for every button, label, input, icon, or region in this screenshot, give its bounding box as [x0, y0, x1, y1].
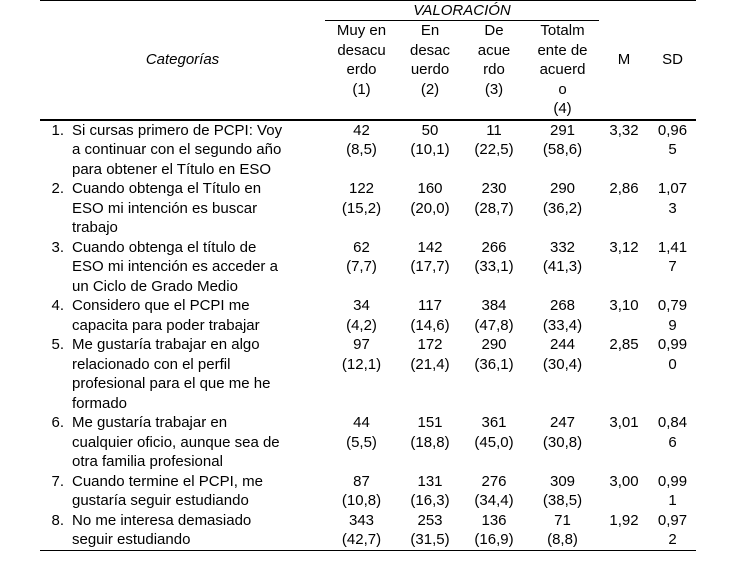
value-cell-v4 [526, 472, 599, 511]
item-text-line: No me interesa demasiado [72, 511, 252, 529]
value-cell-v1-line: 44 [353, 414, 370, 431]
item-text [72, 335, 325, 413]
value-cell-v2-line: 142 [417, 238, 443, 256]
value-cell-v4 [526, 179, 599, 238]
header-line: ente de [537, 41, 588, 59]
sd-cell-line: 0,99 [657, 336, 688, 353]
value-cell-v1-line: (12,1) [341, 355, 382, 373]
value-cell-v4 [526, 120, 599, 180]
value-cell-v2-line: (17,7) [410, 258, 450, 275]
sd-cell [649, 472, 696, 511]
table-row [40, 179, 696, 238]
value-cell-v1 [325, 238, 398, 297]
sd-cell-line: 1 [668, 492, 677, 509]
mean-cell: 2,86 [609, 180, 639, 197]
header-line: De [484, 22, 504, 39]
header-line: Totalm [540, 22, 585, 39]
sd-cell-line: 0,79 [657, 297, 688, 314]
value-cell-v4 [526, 335, 599, 413]
value-cell-v2-line: 50 [421, 121, 439, 139]
item-text-line: Cuando obtenga el Título en [72, 180, 262, 197]
value-cell-v2 [398, 179, 462, 238]
value-cell-v3-line: (16,9) [474, 531, 514, 548]
valoracion-col-header-2 [398, 21, 462, 120]
table-row [40, 413, 696, 472]
header-line: (1) [352, 80, 371, 98]
value-cell-v2-line: (14,6) [410, 316, 450, 334]
value-cell-v1-line: 42 [353, 121, 370, 139]
value-cell-v1-line: 87 [353, 472, 370, 490]
sd-cell [649, 179, 696, 238]
value-cell-v3 [462, 238, 526, 297]
category-cell [40, 120, 325, 180]
value-cell-v2 [398, 472, 462, 511]
item-number: 7. [51, 472, 64, 490]
value-cell-v4-line: (8,8) [547, 531, 578, 548]
item-text-line: a continuar con el segundo año [72, 141, 282, 158]
table-row [40, 335, 696, 413]
value-cell-v1 [325, 472, 398, 511]
value-cell-v2-line: 117 [418, 297, 442, 314]
value-cell-v3-line: (47,8) [474, 316, 514, 334]
value-cell-v3-line: 384 [481, 297, 507, 314]
sd-cell-line: 0,99 [657, 472, 688, 490]
sd-cell [649, 238, 696, 297]
sd-cell [649, 120, 696, 180]
item-text [72, 511, 325, 550]
value-cell-v4-line: 71 [554, 511, 571, 529]
category-cell [40, 472, 325, 511]
value-cell-v3-line: (45,0) [474, 433, 514, 451]
value-cell-v4-line: (30,4) [542, 355, 583, 373]
item-text [72, 121, 325, 180]
value-cell-v4-line: 291 [549, 121, 576, 139]
m-header: M [599, 1, 649, 120]
item-text-line: seguir estudiando [72, 531, 191, 548]
table-row [40, 472, 696, 511]
value-cell-v4-line: 309 [549, 472, 576, 490]
value-cell-v1-line: 122 [348, 180, 375, 197]
header-line: En [420, 22, 440, 39]
item-text [72, 238, 325, 297]
value-cell-v4-line: (58,6) [542, 141, 583, 158]
item-text-line: gustaría seguir estudiando [72, 492, 249, 509]
item-text [72, 179, 325, 238]
category-cell [40, 413, 325, 472]
value-cell-v4-line: (36,2) [542, 199, 583, 217]
sd-cell-line: 3 [668, 199, 677, 217]
mean-cell: 3,01 [609, 414, 639, 431]
value-cell-v2 [398, 296, 462, 335]
value-cell-v4 [526, 238, 599, 297]
value-cell-v2-line: (18,8) [410, 433, 450, 451]
value-cell-v3-line: (22,5) [474, 141, 514, 158]
value-cell-v3 [462, 472, 526, 511]
table-row [40, 296, 696, 335]
categories-header: Categorías [40, 1, 325, 120]
header-line: (3) [484, 80, 504, 98]
value-cell-v4-line: (38,5) [542, 492, 583, 509]
value-cell-v3-line: 136 [481, 511, 507, 529]
item-text-line: capacita para poder trabajar [72, 316, 260, 334]
category-cell [40, 238, 325, 297]
value-cell-v3 [462, 120, 526, 180]
table-row [40, 511, 696, 551]
valoracion-header: VALORACIÓN [325, 1, 599, 21]
value-cell-v1-line: (10,8) [341, 492, 382, 509]
value-cell-v1-line: 97 [353, 336, 370, 353]
sd-cell-line: 7 [668, 258, 677, 275]
value-cell-v3-line: 266 [481, 238, 507, 256]
item-text-line: un Ciclo de Grado Medio [72, 277, 238, 295]
sd-cell [649, 413, 696, 472]
value-cell-v2-line: (21,4) [410, 355, 450, 373]
mean-cell: 3,10 [609, 297, 639, 314]
value-cell-v3-line: 290 [481, 336, 507, 353]
value-cell-v3-line: (28,7) [474, 199, 514, 217]
valoracion-col-header-4 [526, 21, 599, 120]
item-number: 1. [51, 121, 64, 139]
item-text-line: Cuando termine el PCPI, me [72, 472, 263, 490]
sd-cell-line: 5 [668, 141, 677, 158]
item-text-line: para obtener el Título en ESO [72, 160, 272, 178]
value-cell-v1-line: 34 [353, 297, 370, 314]
item-text-line: relacionado con el perfil [72, 355, 231, 373]
value-cell-v1 [325, 335, 398, 413]
sd-cell-line: 1,41 [657, 238, 688, 256]
table-row [40, 238, 696, 297]
header-line: desacu [337, 41, 386, 59]
value-cell-v2-line: (10,1) [410, 141, 450, 158]
value-cell-v1-line: (8,5) [346, 141, 377, 158]
sd-cell-line: 6 [668, 433, 677, 451]
value-cell-v2-line: (16,3) [410, 492, 450, 509]
header-line: rdo [483, 61, 505, 78]
value-cell-v3-line: 230 [481, 180, 507, 197]
value-cell-v4 [526, 296, 599, 335]
mean-cell: 2,85 [609, 336, 639, 353]
value-cell-v1-line: (15,2) [341, 199, 382, 217]
header-line: (4) [553, 100, 572, 117]
value-cell-v1 [325, 511, 398, 551]
item-text-line: Cuando obtenga el título de [72, 238, 257, 256]
sd-cell-line: 0,97 [657, 511, 688, 529]
item-text [72, 413, 325, 472]
value-cell-v1-line: 343 [348, 511, 375, 529]
mean-cell: 3,00 [609, 472, 639, 490]
value-cell-v4-line: 244 [549, 336, 576, 353]
header-line: acue [477, 41, 511, 59]
value-cell-v4-line: (30,8) [542, 433, 583, 451]
item-text-line: ESO mi intención es acceder a [72, 258, 278, 275]
item-number: 5. [51, 336, 64, 353]
value-cell-v3 [462, 296, 526, 335]
item-number: 2. [51, 180, 64, 197]
mean-cell: 1,92 [599, 511, 649, 551]
category-cell [40, 335, 325, 413]
mean-cell: 3,32 [609, 121, 639, 139]
value-cell-v1-line: (5,5) [346, 433, 377, 451]
value-cell-v2 [398, 335, 462, 413]
value-cell-v2 [398, 120, 462, 180]
category-cell [40, 511, 325, 551]
value-cell-v4-line: 290 [549, 180, 576, 197]
sd-cell-line: 0,96 [657, 121, 688, 139]
value-cell-v3 [462, 413, 526, 472]
item-number: 3. [51, 238, 64, 256]
item-text-line: cualquier oficio, aunque sea de [72, 433, 280, 451]
item-text [72, 296, 325, 335]
value-cell-v1-line: 62 [353, 238, 370, 256]
value-cell-v1-line: (7,7) [346, 258, 377, 275]
item-text-line: ESO mi intención es buscar [72, 199, 258, 217]
value-cell-v3-line: (34,4) [474, 492, 514, 509]
header-line: erdo [346, 61, 377, 78]
sd-cell-line: 9 [668, 316, 677, 334]
value-cell-v3 [462, 179, 526, 238]
value-cell-v2-line: (20,0) [410, 199, 450, 217]
value-cell-v2-line: 151 [417, 414, 443, 431]
category-cell [40, 296, 325, 335]
item-number: 4. [51, 297, 64, 314]
table-body [40, 120, 696, 551]
value-cell-v1 [325, 120, 398, 180]
value-cell-v1-line: (42,7) [341, 531, 382, 548]
value-cell-v2 [398, 413, 462, 472]
value-cell-v2-line: 160 [417, 180, 443, 197]
value-cell-v3-line: (36,1) [474, 355, 514, 373]
mean-cell: 3,12 [609, 238, 639, 256]
value-cell-v3-line: 11 [486, 121, 502, 139]
value-cell-v3 [462, 335, 526, 413]
item-text-line: trabajo [72, 219, 118, 236]
value-cell-v1-line: (4,2) [346, 316, 377, 334]
sd-cell [649, 296, 696, 335]
header-line: desac [409, 41, 451, 59]
value-cell-v1 [325, 296, 398, 335]
item-text-line: Considero que el PCPI me [72, 297, 250, 314]
value-cell-v2 [398, 511, 462, 551]
value-cell-v4 [526, 511, 599, 551]
valoracion-col-header-1 [325, 21, 398, 120]
value-cell-v3-line: 276 [481, 472, 507, 490]
category-cell [40, 179, 325, 238]
sd-cell [649, 335, 696, 413]
value-cell-v2-line: 172 [417, 336, 443, 353]
header-line: o [558, 80, 567, 98]
sd-cell-line: 0,84 [657, 414, 688, 431]
value-cell-v4-line: 268 [549, 297, 576, 314]
header-line: acuerd [539, 61, 586, 78]
table-header [40, 1, 696, 120]
valoracion-col-header-3 [462, 21, 526, 120]
value-cell-v3-line: (33,1) [474, 258, 514, 275]
header-line: Muy en [336, 22, 387, 39]
value-cell-v2 [398, 238, 462, 297]
value-cell-v4-line: 332 [549, 238, 576, 256]
value-cell-v2-line: (31,5) [410, 531, 450, 548]
table-row [40, 120, 696, 180]
value-cell-v4-line: (41,3) [542, 258, 583, 275]
value-cell-v1 [325, 179, 398, 238]
header-line: uerdo [410, 61, 450, 78]
sd-header: SD [649, 1, 696, 120]
value-cell-v3 [462, 511, 526, 551]
value-cell-v4-line: (33,4) [542, 316, 583, 334]
value-cell-v1 [325, 413, 398, 472]
value-cell-v4-line: 247 [549, 414, 576, 431]
sd-cell-line: 2 [668, 531, 677, 548]
item-text-line: Me gustaría trabajar en algo [72, 336, 260, 353]
item-text-line: Si cursas primero de PCPI: Voy [72, 121, 283, 139]
valoracion-table [40, 0, 696, 551]
item-text-line: profesional para el que me he [72, 375, 271, 392]
value-cell-v2-line: 253 [417, 511, 443, 529]
sd-cell-line: 0 [668, 355, 677, 373]
item-text-line: Me gustaría trabajar en [72, 414, 228, 431]
value-cell-v4 [526, 413, 599, 472]
item-text-line: otra familia profesional [72, 453, 223, 470]
item-number: 8. [51, 511, 64, 529]
sd-cell [649, 511, 696, 551]
header-line: (2) [420, 80, 440, 98]
sd-cell-line: 1,07 [657, 180, 688, 197]
item-text [72, 472, 325, 511]
item-number: 6. [51, 414, 64, 431]
value-cell-v3-line: 361 [481, 414, 507, 431]
item-text-line: formado [72, 394, 128, 412]
value-cell-v2-line: 131 [417, 472, 443, 490]
